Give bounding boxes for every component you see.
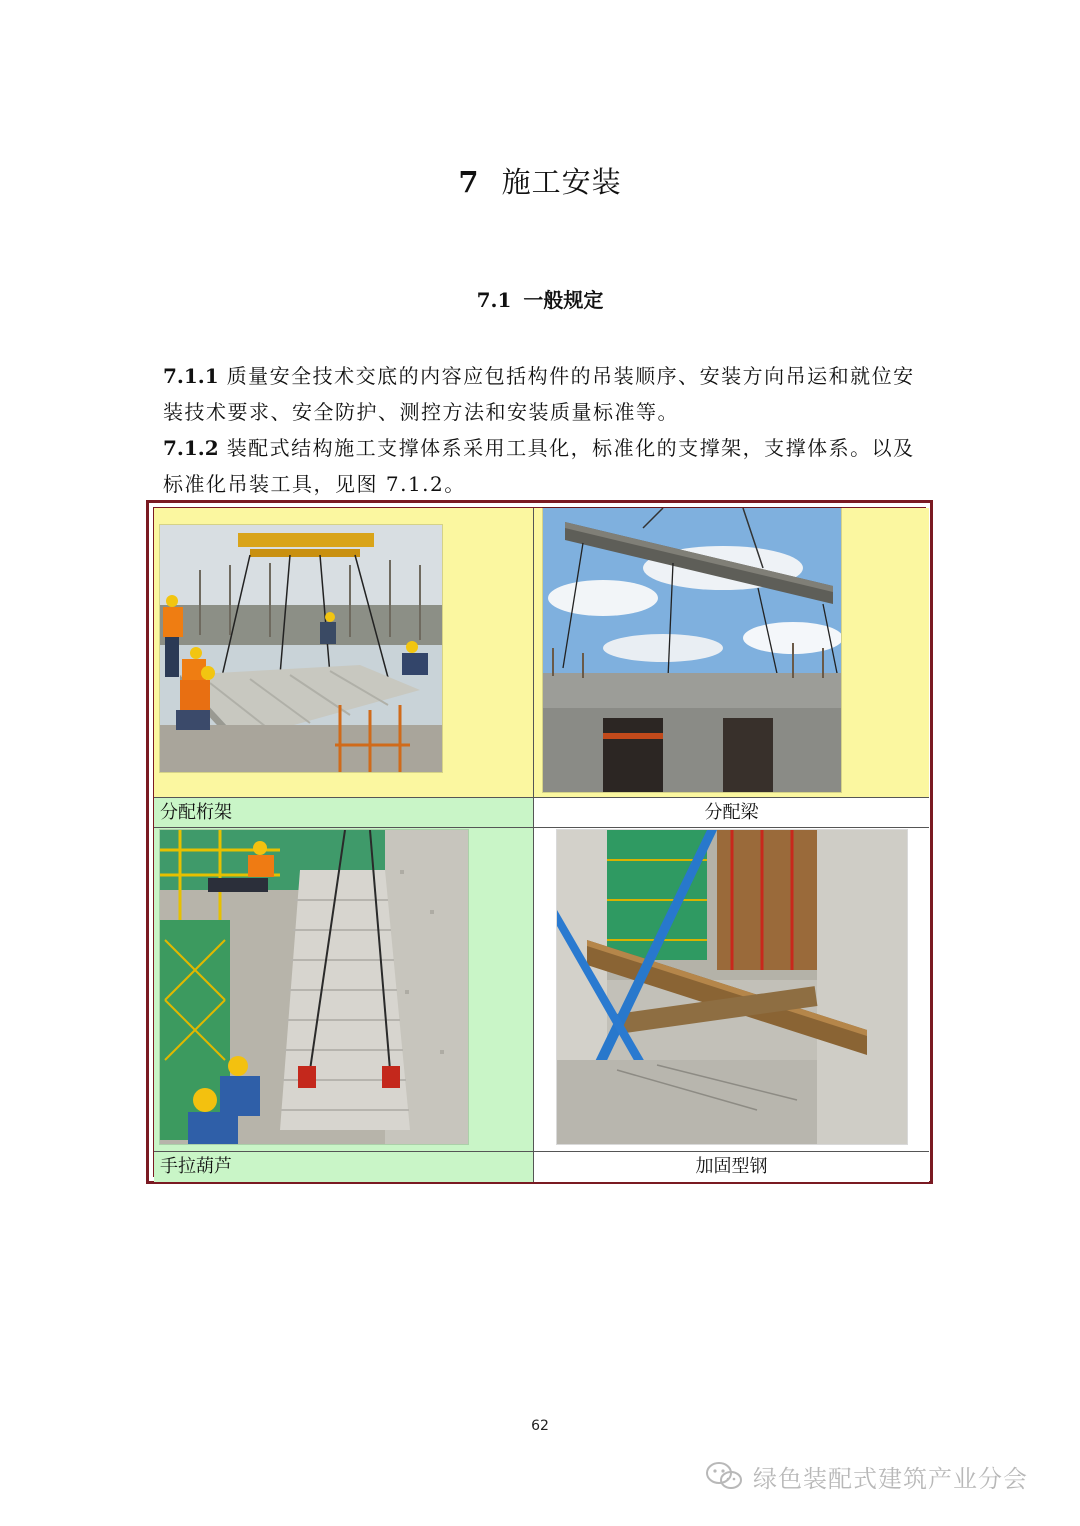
- section-title: [0, 284, 1080, 313]
- watermark: [705, 1458, 1028, 1494]
- paragraph-7-1-1: [163, 358, 923, 430]
- clause-number: 7.1.2: [163, 436, 219, 460]
- wechat-icon: [705, 1461, 743, 1491]
- caption-cell: [534, 798, 929, 828]
- figure-7-1-2: [146, 500, 933, 1184]
- clause-text: 装配式结构施工支撑体系采用工具化，标准化的支撑架，支撑体系。以及标准化吊装工具，见图 7.1.2。: [163, 436, 915, 496]
- figure-cell-top-left: [154, 508, 534, 798]
- chain-hoist-photo: [160, 830, 468, 1144]
- caption-distribution-beam: 分配梁: [704, 802, 759, 823]
- page-number: 62: [531, 1418, 549, 1434]
- chapter-number: 7: [458, 165, 480, 199]
- caption-chain-hoist: 手拉葫芦: [160, 1156, 232, 1177]
- section-number: 7.1: [476, 288, 512, 312]
- caption-cell: [154, 798, 534, 828]
- section-name: 一般规定: [523, 288, 604, 312]
- reinforcing-steel-photo: [557, 830, 907, 1144]
- caption-cell: [154, 1152, 534, 1182]
- chapter-name: 施工安装: [501, 165, 622, 199]
- figure-table: [153, 507, 926, 1177]
- chapter-title: [0, 160, 1080, 201]
- distribution-beam-photo: [543, 508, 841, 792]
- caption-distribution-truss: 分配桁架: [160, 802, 232, 823]
- figure-cell-top-right: [534, 508, 929, 798]
- figure-cell-bottom-left: [154, 828, 534, 1152]
- clause-number: 7.1.1: [163, 364, 219, 388]
- caption-cell: [534, 1152, 929, 1182]
- paragraph-7-1-2: [163, 430, 923, 502]
- distribution-truss-photo: [160, 525, 442, 772]
- watermark-text: 绿色装配式建筑产业分会: [753, 1464, 1028, 1493]
- clause-text: 质量安全技术交底的内容应包括构件的吊装顺序、安装方向吊运和就位安装技术要求、安全防护、测控方法和安装质量标准等。: [163, 364, 915, 424]
- figure-cell-bottom-right: [534, 828, 929, 1152]
- caption-reinforcing-steel: 加固型钢: [695, 1156, 768, 1177]
